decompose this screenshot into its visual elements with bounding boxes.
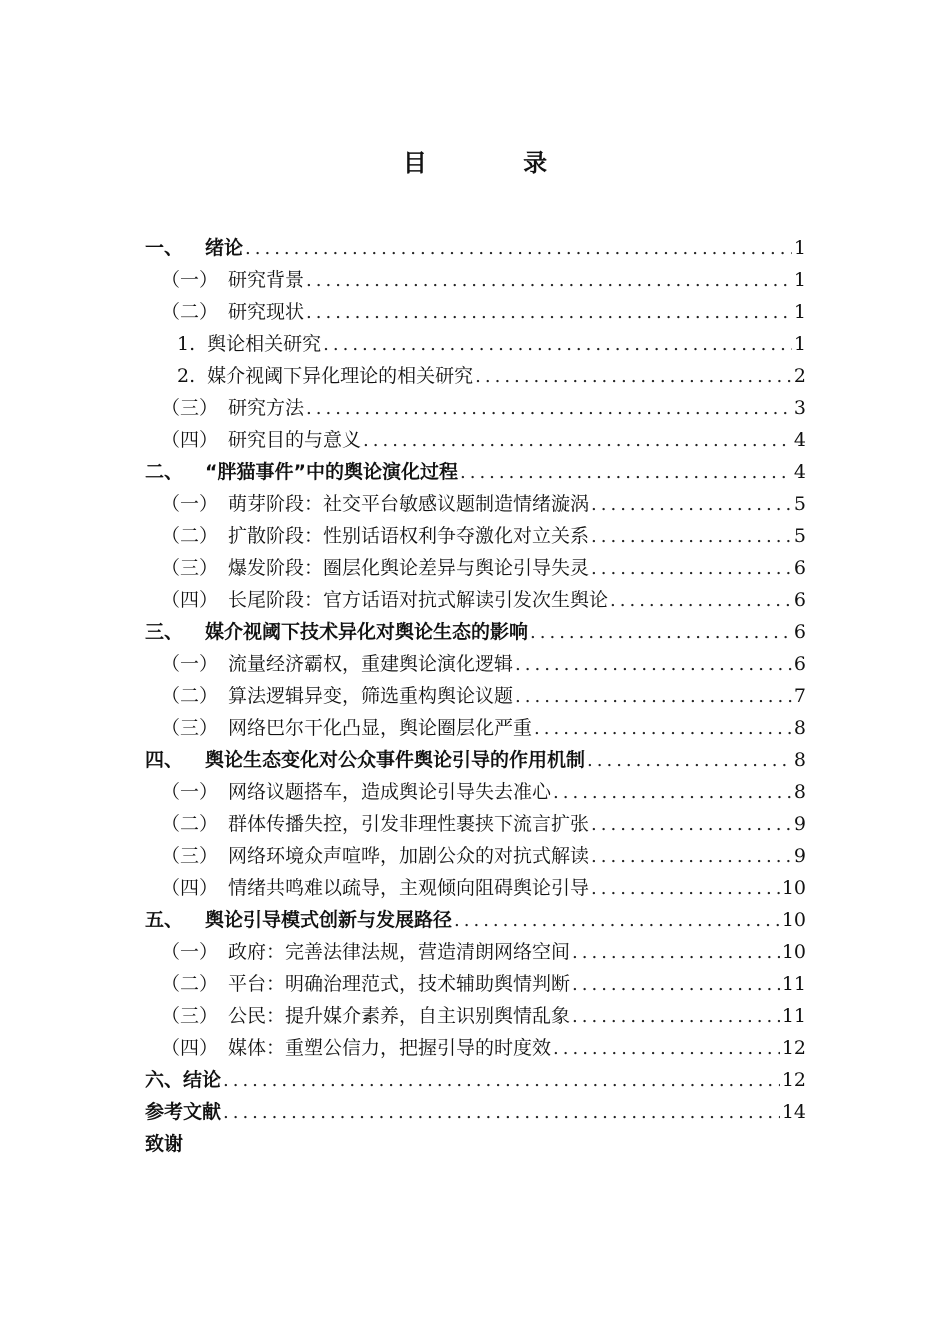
toc-entry-number: （一） — [161, 653, 219, 675]
dot-leader — [306, 297, 792, 329]
toc-entry-number: 二、 — [145, 461, 184, 483]
toc-entry-number: 2. — [177, 365, 196, 387]
toc-entry[interactable] — [145, 552, 806, 584]
toc-entry[interactable] — [145, 1000, 806, 1032]
toc-entry[interactable] — [145, 968, 806, 1000]
dot-leader — [591, 521, 792, 553]
toc-page-number: 6 — [793, 653, 806, 675]
toc-entry-label: 平台：明确治理范式，技术辅助舆情判断 — [228, 973, 571, 995]
dot-leader — [553, 777, 792, 809]
toc-page-number: 14 — [781, 1101, 806, 1123]
toc-entry[interactable] — [145, 456, 806, 488]
toc-entry[interactable] — [145, 424, 806, 456]
toc-entry[interactable] — [145, 872, 806, 904]
dot-leader — [475, 361, 792, 393]
toc-entry[interactable] — [145, 648, 806, 680]
toc-entry[interactable] — [145, 808, 806, 840]
toc-entry-label: 六、结论 — [145, 1069, 222, 1091]
toc-entry-label: 舆论相关研究 — [207, 333, 322, 355]
toc-page-number: 11 — [781, 1005, 806, 1027]
dot-leader — [610, 585, 792, 617]
toc-entry-number: （二） — [161, 685, 219, 707]
toc-entry-label: 萌芽阶段：社交平台敏感议题制造情绪漩涡 — [228, 493, 590, 515]
toc-entry[interactable] — [145, 360, 806, 392]
dot-leader — [587, 745, 792, 777]
toc-entry-number: （二） — [161, 973, 219, 995]
dot-leader — [515, 681, 792, 713]
toc-page-number: 3 — [793, 397, 806, 419]
dot-leader — [306, 265, 792, 297]
toc-entry-number: （三） — [161, 397, 219, 419]
toc-page-number: 1 — [793, 237, 806, 259]
dot-leader — [572, 937, 780, 969]
toc-page-number: 11 — [781, 973, 806, 995]
toc-page-number: 8 — [793, 717, 806, 739]
toc-page-number: 10 — [781, 877, 806, 899]
toc-entry-label: 舆论引导模式创新与发展路径 — [205, 909, 453, 931]
toc-entry-label: 情绪共鸣难以疏导，主观倾向阻碍舆论引导 — [228, 877, 590, 899]
toc-entry-label: 媒介视阈下异化理论的相关研究 — [207, 365, 474, 387]
toc-page-number: 5 — [793, 493, 806, 515]
toc-entry-number: 1. — [177, 333, 196, 355]
toc-entry[interactable] — [145, 1064, 806, 1096]
toc-entry-number: （三） — [161, 845, 219, 867]
dot-leader — [460, 457, 792, 489]
dot-leader — [591, 809, 792, 841]
toc-entry[interactable] — [145, 1128, 806, 1160]
toc-entry-number: （四） — [161, 877, 219, 899]
toc-entry[interactable] — [145, 680, 806, 712]
dot-leader — [223, 1097, 780, 1129]
toc-entry-label: 算法逻辑异变，筛选重构舆论议题 — [228, 685, 514, 707]
dot-leader — [454, 905, 780, 937]
toc-page-number: 8 — [793, 749, 806, 771]
dot-leader — [306, 393, 792, 425]
toc-entry-number: （三） — [161, 1005, 219, 1027]
toc-entry-label: 政府：完善法律法规，营造清朗网络空间 — [228, 941, 571, 963]
toc-page-number: 10 — [781, 941, 806, 963]
toc-page-number: 2 — [793, 365, 806, 387]
toc-entry-label: 研究背景 — [228, 269, 305, 291]
page-title: 目 录 — [402, 149, 592, 177]
toc-entry-number: 一、 — [145, 237, 184, 259]
toc-page-number: 10 — [781, 909, 806, 931]
dot-leader — [223, 1065, 780, 1097]
dot-leader — [245, 233, 792, 265]
toc-page-number: 12 — [781, 1069, 806, 1091]
toc-entry[interactable] — [145, 584, 806, 616]
toc-entry-number: （三） — [161, 557, 219, 579]
toc-entry-number: 三、 — [145, 621, 184, 643]
toc-entry-label: 流量经济霸权，重建舆论演化逻辑 — [228, 653, 514, 675]
toc-entry-label: 致谢 — [145, 1133, 184, 1155]
toc-page-number: 6 — [793, 589, 806, 611]
toc-entry-label: 爆发阶段：圈层化舆论差异与舆论引导失灵 — [228, 557, 590, 579]
toc-entry-number: （一） — [161, 781, 219, 803]
toc-page-number: 4 — [793, 429, 806, 451]
toc-entry[interactable] — [145, 904, 806, 936]
toc-entry[interactable] — [145, 616, 806, 648]
toc-entry[interactable] — [145, 1032, 806, 1064]
toc-entry-label: 舆论生态变化对公众事件舆论引导的作用机制 — [205, 749, 586, 771]
toc-entry[interactable] — [145, 296, 806, 328]
toc-page-number: 9 — [793, 813, 806, 835]
toc-entry[interactable] — [145, 776, 806, 808]
toc-page-number: 6 — [793, 557, 806, 579]
toc-entry-label: 媒介视阈下技术异化对舆论生态的影响 — [205, 621, 529, 643]
toc-page-number: 5 — [793, 525, 806, 547]
toc-entry-label: 网络环境众声喧哗，加剧公众的对抗式解读 — [228, 845, 590, 867]
dot-leader — [591, 489, 792, 521]
toc-entry[interactable] — [145, 712, 806, 744]
dot-leader — [572, 1001, 780, 1033]
table-of-contents — [145, 232, 806, 1160]
dot-leader — [591, 841, 792, 873]
toc-entry-number: （四） — [161, 589, 219, 611]
toc-page-number: 12 — [781, 1037, 806, 1059]
dot-leader — [363, 425, 792, 457]
toc-entry-label: 网络议题搭车，造成舆论引导失去准心 — [228, 781, 552, 803]
dot-leader — [553, 1033, 780, 1065]
toc-page-number: 1 — [793, 333, 806, 355]
toc-entry[interactable] — [145, 232, 806, 264]
toc-entry[interactable] — [145, 520, 806, 552]
toc-entry-number: 五、 — [145, 909, 184, 931]
toc-entry-label: 研究目的与意义 — [228, 429, 362, 451]
toc-entry[interactable] — [145, 1096, 806, 1128]
toc-entry-label: 网络巴尔干化凸显，舆论圈层化严重 — [228, 717, 533, 739]
toc-entry-number: （二） — [161, 813, 219, 835]
toc-entry-number: （一） — [161, 269, 219, 291]
toc-entry-number: （一） — [161, 941, 219, 963]
dot-leader — [530, 617, 792, 649]
toc-entry-label: 研究现状 — [228, 301, 305, 323]
toc-page-number: 4 — [793, 461, 806, 483]
toc-page-number: 1 — [793, 269, 806, 291]
dot-leader — [591, 873, 780, 905]
dot-leader — [323, 329, 792, 361]
toc-entry[interactable] — [145, 840, 806, 872]
toc-entry[interactable] — [145, 328, 806, 360]
toc-entry[interactable] — [145, 744, 806, 776]
toc-page-number: 8 — [793, 781, 806, 803]
toc-entry[interactable] — [145, 392, 806, 424]
toc-page-number: 1 — [793, 301, 806, 323]
toc-entry-label: 群体传播失控，引发非理性裹挟下流言扩张 — [228, 813, 590, 835]
toc-entry-label: 研究方法 — [228, 397, 305, 419]
dot-leader — [534, 713, 792, 745]
toc-entry-number: （二） — [161, 525, 219, 547]
toc-entry-label: 参考文献 — [145, 1101, 222, 1123]
toc-page-number: 7 — [793, 685, 806, 707]
toc-entry-number: （三） — [161, 717, 219, 739]
toc-entry-label: 媒体：重塑公信力，把握引导的时度效 — [228, 1037, 552, 1059]
toc-entry-number: （四） — [161, 1037, 219, 1059]
toc-page-number: 9 — [793, 845, 806, 867]
toc-entry[interactable] — [145, 264, 806, 296]
dot-leader — [591, 553, 792, 585]
toc-page-number: 6 — [793, 621, 806, 643]
toc-entry-number: （一） — [161, 493, 219, 515]
dot-leader — [515, 649, 792, 681]
toc-entry[interactable] — [145, 488, 806, 520]
toc-entry-number: 四、 — [145, 749, 184, 771]
toc-entry-number: （四） — [161, 429, 219, 451]
toc-entry-label: 长尾阶段：官方话语对抗式解读引发次生舆论 — [228, 589, 609, 611]
toc-entry[interactable] — [145, 936, 806, 968]
toc-entry-label: “胖猫事件”中的舆论演化过程 — [205, 461, 458, 483]
toc-entry-number: （二） — [161, 301, 219, 323]
toc-entry-label: 扩散阶段：性别话语权利争夺激化对立关系 — [228, 525, 590, 547]
toc-entry-label: 公民：提升媒介素养，自主识别舆情乱象 — [228, 1005, 571, 1027]
dot-leader — [572, 969, 780, 1001]
toc-entry-label: 绪论 — [205, 237, 244, 259]
